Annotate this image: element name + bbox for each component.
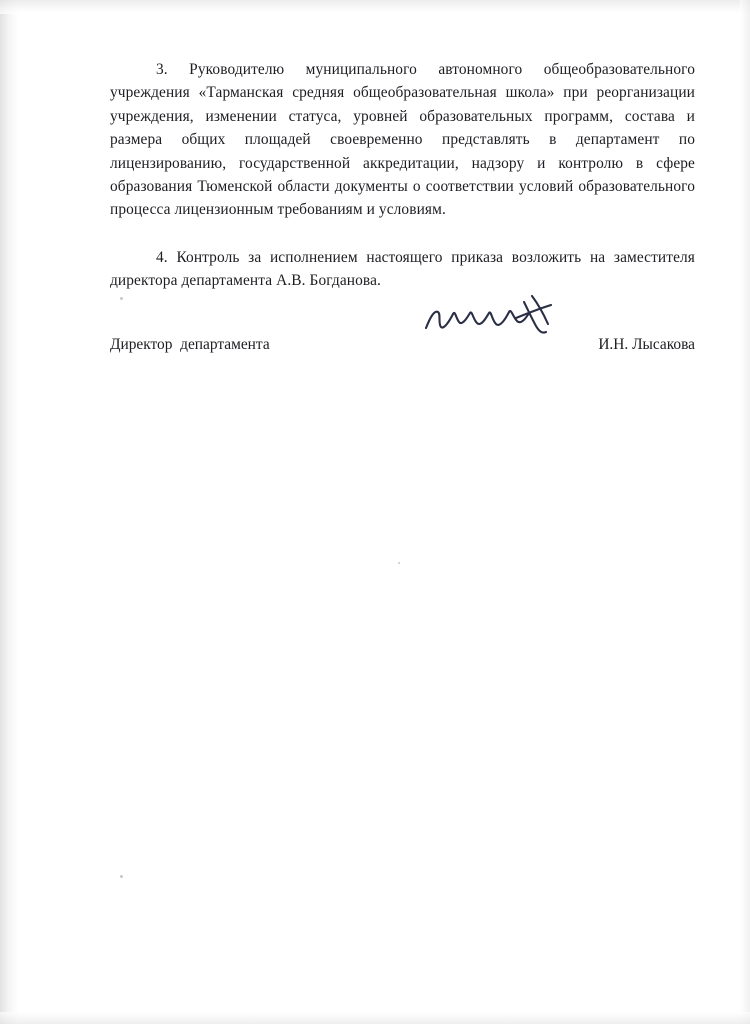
signature-role: Директор департамента [110, 336, 270, 353]
scan-speck [120, 875, 123, 878]
document-body [110, 58, 695, 309]
signature-block [110, 330, 695, 370]
signature-name: И.Н. Лысакова [598, 336, 695, 353]
paragraph-4: 4. Контроль за исполнением настоящего приказа возложить на заместителя директора департамента А.В. Богданова. [110, 248, 695, 290]
scan-speck [398, 562, 400, 564]
scan-edge-top [0, 0, 750, 14]
scan-edge-left [0, 0, 18, 1024]
paragraph-3: 3. Руководителю муниципального автономного общеобразовательного учреждения «Тарманская средняя общеобразовательная школа» при реорганизации учреждения, изменении статуса, уровней образовательных программ, состава и размера общих площадей своевременно представлять в департамент по лицензированию, государственной аккредитации, надзору и контролю в сфере образования Тюменской области документы о соответствии условий образовательного процесса лицензионным требованиям и условиям. [110, 61, 695, 219]
scan-edge-right [740, 0, 750, 1024]
scan-edge-bottom [0, 1012, 750, 1024]
handwritten-signature-icon [420, 288, 570, 346]
